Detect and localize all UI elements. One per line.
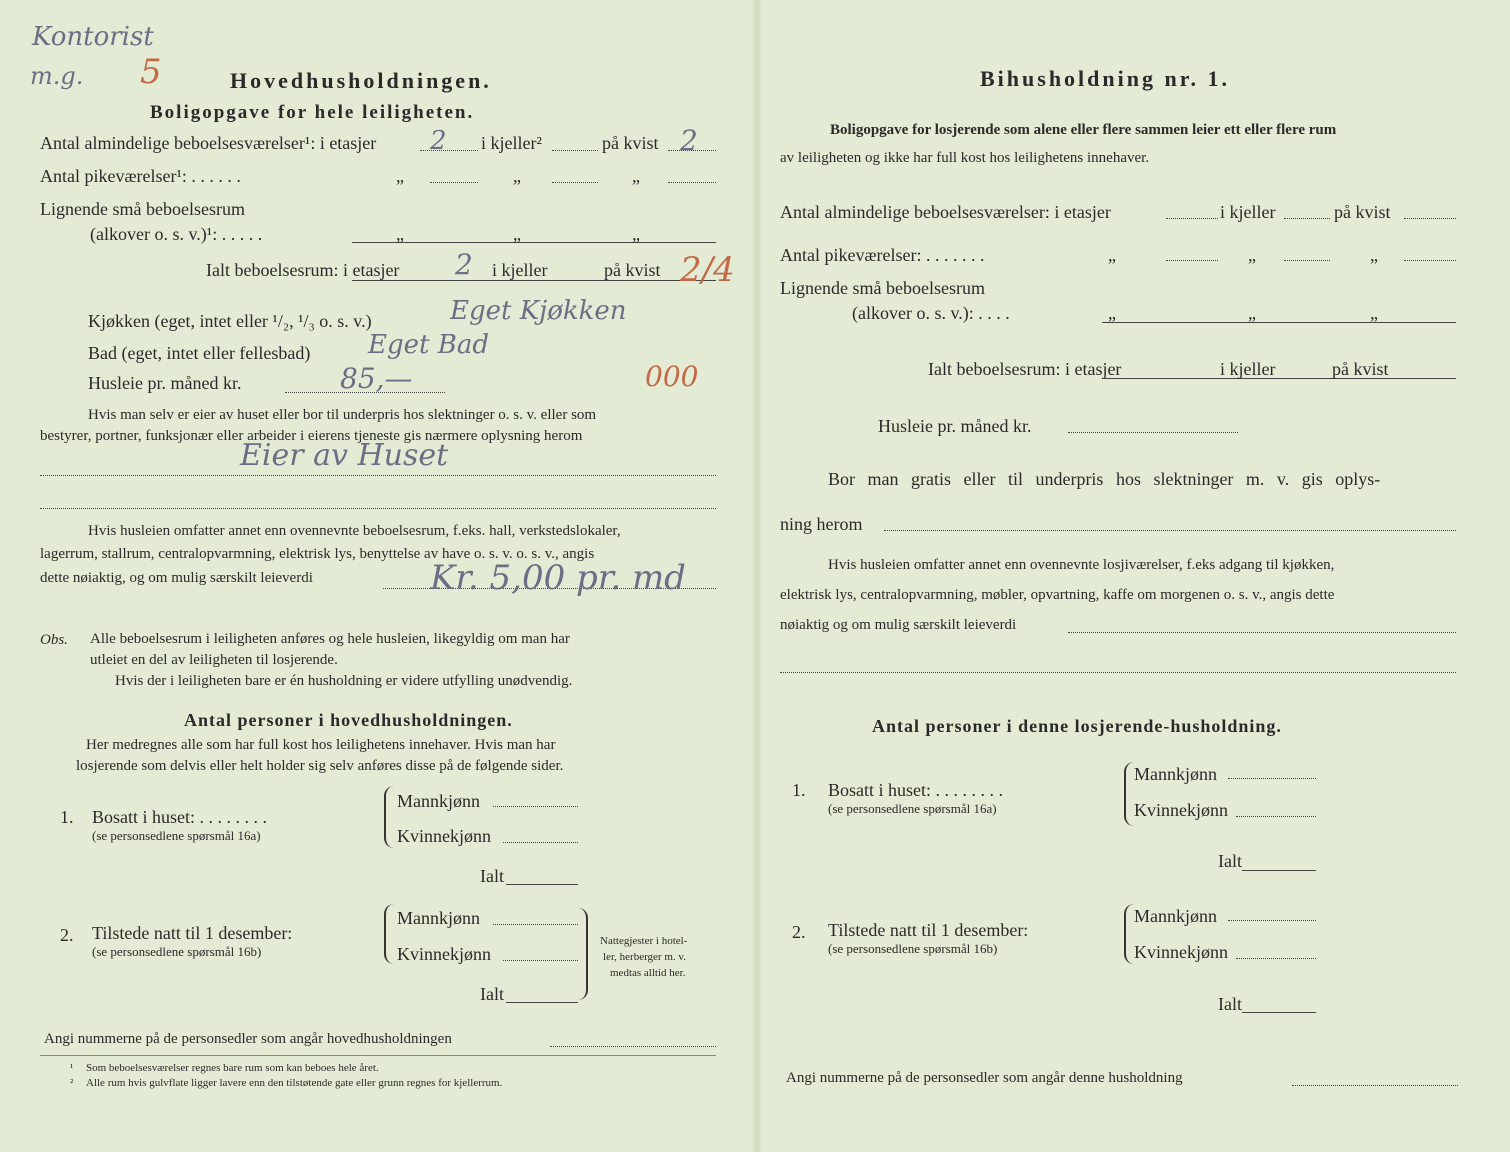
numbers-field[interactable]	[1292, 1085, 1458, 1086]
includes-text-3: nøiaktig og om mulig særskilt leieverdi	[780, 617, 1017, 633]
q2-sublabel: (se personsedlene spørsmål 16b)	[92, 944, 262, 959]
maid-rooms-label: Antal pikeværelser¹: . . . . . .	[40, 166, 241, 186]
q1-total-field[interactable]	[1242, 870, 1316, 871]
right-page	[762, 0, 1510, 1152]
rooms-kjeller-label: i kjeller	[1220, 202, 1276, 222]
ditto-mark: „	[1108, 303, 1116, 323]
total-kvist-label: på kvist	[1332, 359, 1389, 379]
ditto-mark: „	[513, 224, 521, 244]
q1-number: 1.	[60, 807, 74, 827]
numbers-instruction: Angi nummerne på de personsedler som angår denne husholdning	[786, 1070, 1183, 1086]
total-rooms-label: Ialt beboelsesrum: i etasjer	[928, 359, 1122, 379]
total-kvist-value: 2/4	[680, 250, 735, 290]
ditto-mark: „	[1370, 245, 1378, 265]
kitchen-label: Kjøkken (eget, intet eller ¹/₂, ¹/₃ o. s. v.)	[88, 311, 372, 331]
rooms-etasjer-field[interactable]	[1166, 218, 1218, 219]
total-etasjer-value: 2	[455, 248, 473, 281]
maid-etasjer-field[interactable]	[430, 182, 478, 183]
free-housing-text-1: Bor man gratis eller til underpris hos slektninger m. v. gis oplys-	[828, 469, 1381, 489]
ditto-mark: „	[1248, 245, 1256, 265]
obs-text-1: Alle beboelsesrum i leiligheten anføres og hele husleien, likegyldig om man har	[90, 631, 570, 647]
left-page	[0, 0, 752, 1152]
includes-text-1: Hvis husleien omfatter annet enn ovennevnte losjiværelser, f.eks adgang til kjøkken,	[828, 557, 1335, 573]
lodger-intro-2: av leiligheten og ikke har full kost hos leilighetens innehaver.	[780, 150, 1150, 166]
ditto-mark: „	[632, 224, 640, 244]
q2-total-label: Ialt	[480, 984, 504, 1004]
free-housing-text-2: ning herom	[780, 514, 863, 534]
includes-field-2[interactable]	[780, 672, 1456, 673]
q1-female-field[interactable]	[503, 842, 578, 843]
bath-value: Eget Bad	[368, 330, 489, 360]
total-kjeller-label: i kjeller	[492, 260, 548, 280]
margin-note-number: 5	[140, 52, 162, 92]
maid-kvist-field[interactable]	[668, 182, 716, 183]
rooms-label: Antal almindelige beboelsesværelser: i etasjer	[780, 202, 1111, 222]
footnote-1: Som beboelsesværelser regnes bare rum som kan beboes hele året.	[86, 1062, 379, 1074]
rooms-etasjer-value: 2	[430, 126, 447, 156]
includes-text-3: dette nøiaktig, og om mulig særskilt leieverdi	[40, 570, 313, 586]
numbers-instruction: Angi nummerne på de personsedler som angår hovedhusholdningen	[44, 1031, 452, 1047]
rooms-kvist-label: på kvist	[602, 133, 659, 153]
margin-note-mg: m.g.	[30, 62, 84, 90]
q2-female-label: Kvinnekjønn	[397, 944, 491, 964]
q1-female-label: Kvinnekjønn	[1134, 800, 1228, 820]
small-rooms-underline	[352, 242, 716, 243]
footnote-1-marker: ¹	[70, 1062, 74, 1074]
q2-female-field[interactable]	[503, 960, 578, 961]
q1-brace	[1124, 762, 1134, 826]
q2-male-label: Mannkjønn	[397, 908, 480, 928]
free-housing-field[interactable]	[884, 530, 1456, 531]
rooms-kvist-value: 2	[680, 124, 698, 157]
ditto-mark: „	[632, 166, 640, 186]
maid-kvist-field[interactable]	[1404, 260, 1456, 261]
owner-text-2: bestyrer, portner, funksjonær eller arbeider i eierens tjeneste gis nærmere oplysning herom	[40, 428, 583, 444]
persons-text-1: Her medregnes alle som har full kost hos leilighetens innehaver. Hvis man har	[86, 737, 556, 753]
rent-field[interactable]	[1068, 432, 1238, 433]
rooms-kjeller-label: i kjeller²	[481, 133, 542, 153]
includes-field-1[interactable]	[1068, 632, 1456, 633]
ditto-mark: „	[396, 224, 404, 244]
obs-text-2: utleiet en del av leiligheten til losjerende.	[90, 652, 338, 668]
ditto-mark: „	[513, 166, 521, 186]
total-rooms-label: Ialt beboelsesrum: i etasjer	[206, 260, 400, 280]
bath-label: Bad (eget, intet eller fellesbad)	[88, 343, 311, 363]
q2-male-field[interactable]	[493, 924, 578, 925]
includes-text-2: lagerrum, stallrum, centralopvarmning, elektrisk lys, benyttelse av have o. s. v. o. s. v., angis	[40, 546, 595, 562]
maid-kjeller-field[interactable]	[1284, 260, 1330, 261]
lodger-intro-1: Boligopgave for losjerende som alene eller flere sammen leier ett eller flere rum	[830, 122, 1337, 138]
small-rooms-label: Lignende små beboelsesrum	[780, 278, 985, 298]
q2-brace	[1124, 904, 1134, 964]
q1-sublabel: (se personsedlene spørsmål 16a)	[92, 828, 261, 843]
small-rooms-underline	[1102, 322, 1456, 323]
maid-kjeller-field[interactable]	[552, 182, 598, 183]
obs-text-3: Hvis der i leiligheten bare er én husholdning er videre utfylling unødvendig.	[115, 673, 573, 689]
rooms-etasjer-field[interactable]	[420, 150, 478, 151]
page-title: Bihusholdning nr. 1.	[980, 66, 1230, 91]
maid-etasjer-field[interactable]	[1166, 260, 1218, 261]
ditto-mark: „	[1108, 245, 1116, 265]
small-rooms-sublabel: (alkover o. s. v.)¹: . . . . .	[90, 224, 263, 244]
q2-female-label: Kvinnekjønn	[1134, 942, 1228, 962]
page-subtitle: Boligopgave for hele leiligheten.	[150, 102, 475, 123]
q2-sublabel: (se personsedlene spørsmål 16b)	[828, 941, 998, 956]
rooms-kjeller-field[interactable]	[1284, 218, 1330, 219]
ditto-mark: „	[396, 166, 404, 186]
q2-number: 2.	[792, 922, 806, 942]
rooms-kvist-label: på kvist	[1334, 202, 1391, 222]
guests-note-2: ler, herberger m. v.	[603, 951, 686, 963]
q1-number: 1.	[792, 780, 806, 800]
guests-brace	[578, 908, 588, 1000]
small-rooms-label: Lignende små beboelsesrum	[40, 199, 245, 219]
q1-label: Bosatt i huset: . . . . . . . .	[828, 780, 1003, 800]
includes-text-1: Hvis husleien omfatter annet enn ovennevnte beboelsesrum, f.eks. hall, verkstedslokaler,	[88, 523, 621, 539]
includes-value: Kr. 5,00 pr. md	[430, 558, 686, 598]
guests-note-3: medtas alltid her.	[610, 967, 686, 979]
q2-number: 2.	[60, 925, 74, 945]
q1-male-field[interactable]	[493, 806, 578, 807]
numbers-field[interactable]	[550, 1046, 716, 1047]
q1-male-field[interactable]	[1228, 778, 1316, 779]
footnote-2: Alle rum hvis gulvflate ligger lavere enn den tilstøtende gate eller grunn regnes for kjellerrum.	[86, 1077, 503, 1089]
q2-total-field[interactable]	[1242, 1012, 1316, 1013]
owner-field-2[interactable]	[40, 508, 716, 509]
owner-value: Eier av Huset	[240, 438, 449, 473]
rent-red-value: 000	[645, 360, 699, 393]
q2-brace	[384, 904, 394, 964]
q1-total-field[interactable]	[506, 884, 578, 885]
q1-male-label: Mannkjønn	[1134, 764, 1217, 784]
rent-value: 85,—	[340, 362, 413, 395]
rent-label: Husleie pr. måned kr.	[878, 416, 1032, 436]
owner-text-1: Hvis man selv er eier av huset eller bor til underpris hos slektninger o. s. v. eller som	[88, 407, 597, 423]
margin-note-occupation: Kontorist	[32, 22, 154, 52]
footnote-2-marker: ²	[70, 1077, 74, 1089]
q1-total-label: Ialt	[480, 866, 504, 886]
ditto-mark: „	[1248, 303, 1256, 323]
q1-sublabel: (se personsedlene spørsmål 16a)	[828, 801, 997, 816]
q1-male-label: Mannkjønn	[397, 791, 480, 811]
ditto-mark: „	[1370, 303, 1378, 323]
q2-male-label: Mannkjønn	[1134, 906, 1217, 926]
total-rooms-underline	[1102, 378, 1456, 379]
page-title: Hovedhusholdningen.	[230, 68, 492, 93]
obs-label: Obs.	[40, 632, 68, 648]
maid-rooms-label: Antal pikeværelser: . . . . . . .	[780, 245, 985, 265]
persons-title: Antal personer i denne losjerende-husholdning.	[872, 716, 1282, 736]
guests-note-1: Nattegjester i hotel-	[600, 935, 688, 947]
q2-total-field[interactable]	[506, 1002, 578, 1003]
owner-field-1[interactable]	[40, 475, 716, 476]
page-fold	[752, 0, 762, 1152]
q1-female-field[interactable]	[1236, 816, 1316, 817]
q1-total-label: Ialt	[1218, 851, 1242, 871]
rooms-kjeller-field[interactable]	[552, 150, 598, 151]
rooms-label: Antal almindelige beboelsesværelser¹: i etasjer	[40, 133, 377, 153]
includes-text-2: elektrisk lys, centralopvarmning, møbler, opvartning, kaffe om morgenen o. s. v., angis dette	[780, 587, 1335, 603]
q2-label: Tilstede natt til 1 desember:	[92, 923, 293, 943]
q1-label: Bosatt i huset: . . . . . . . .	[92, 807, 267, 827]
total-kjeller-label: i kjeller	[1220, 359, 1276, 379]
small-rooms-sublabel: (alkover o. s. v.): . . . .	[852, 303, 1010, 323]
persons-text-2: losjerende som delvis eller helt holder sig selv anføres disse på de følgende sider.	[76, 758, 564, 774]
rent-label: Husleie pr. måned kr.	[88, 373, 242, 393]
footnote-divider	[40, 1055, 716, 1056]
persons-title: Antal personer i hovedhusholdningen.	[184, 710, 513, 730]
rooms-kvist-field[interactable]	[1404, 218, 1456, 219]
q2-label: Tilstede natt til 1 desember:	[828, 920, 1029, 940]
q1-brace	[384, 786, 394, 848]
q2-male-field[interactable]	[1228, 920, 1316, 921]
q2-total-label: Ialt	[1218, 994, 1242, 1014]
q2-female-field[interactable]	[1236, 958, 1316, 959]
q1-female-label: Kvinnekjønn	[397, 826, 491, 846]
total-kvist-label: på kvist	[604, 260, 661, 280]
kitchen-value: Eget Kjøkken	[450, 296, 627, 326]
